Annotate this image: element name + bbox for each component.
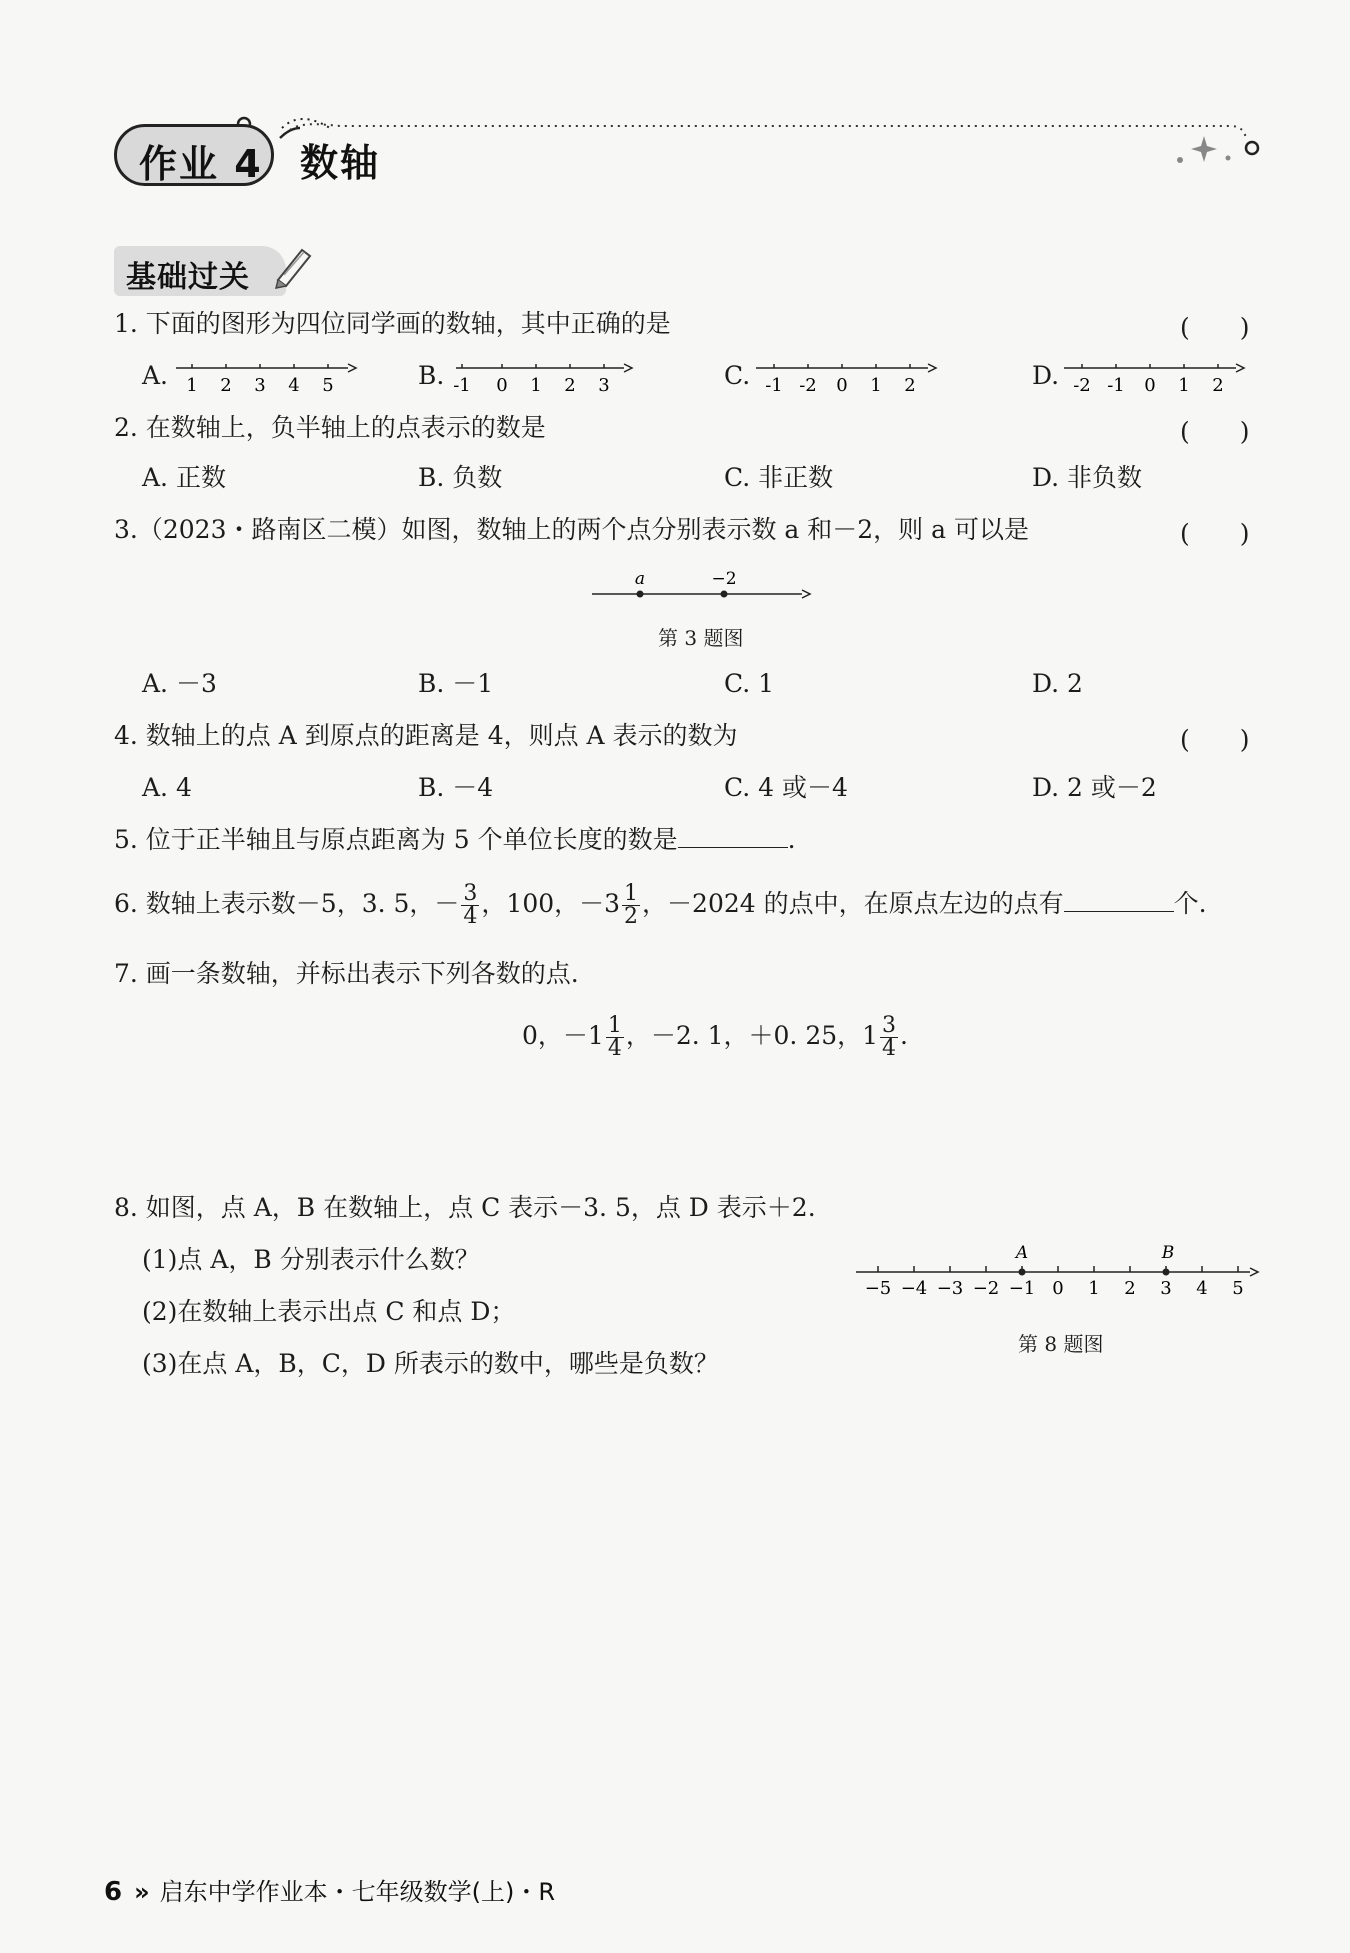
fraction-denominator: 4	[882, 1036, 897, 1061]
tick-label: 2	[1124, 1278, 1136, 1299]
answer-blank[interactable]	[678, 825, 788, 848]
point-minus2-marker	[721, 591, 728, 598]
fraction-1-4	[606, 1015, 624, 1060]
q8-number-line-figure	[852, 1238, 1264, 1300]
tick-label: -2	[1073, 375, 1091, 396]
q1-option-c-number-line	[752, 356, 942, 396]
answer-paren: ( )	[1180, 519, 1250, 548]
section-tag-label: 基础过关	[126, 260, 250, 295]
q2-option-c: C. 非正数	[724, 463, 834, 492]
dot-icon	[1177, 157, 1183, 163]
q1-option-d-label: D.	[1032, 361, 1060, 390]
answer-blank[interactable]	[1064, 889, 1174, 912]
fraction-1-2	[622, 883, 640, 928]
tick-label: 1	[870, 375, 882, 396]
tick-label: 0	[836, 375, 848, 396]
tick-label: 2	[1212, 375, 1224, 396]
q3-option-d: D. 2	[1032, 669, 1083, 698]
page-number: 6	[104, 1877, 123, 1907]
tick-label: -1	[453, 375, 471, 396]
book-title: 启东中学作业本・七年级数学(上)・R	[159, 1878, 556, 1906]
page-title: 数轴	[300, 141, 381, 185]
q6-text-2: ，100，－3	[481, 889, 621, 918]
q3-option-a: A. －3	[142, 669, 217, 698]
question-8-stem: 8. 如图，点 A，B 在数轴上，点 C 表示－3. 5，点 D 表示＋2.	[114, 1193, 816, 1222]
fraction-3-4	[880, 1015, 898, 1060]
tick-label: -2	[799, 375, 817, 396]
q3-option-c: C. 1	[724, 669, 775, 698]
question-5-stem: 5. 位于正半轴且与原点距离为 5 个单位长度的数是	[114, 825, 678, 854]
q7-text-2: ，－2. 1，＋0. 25，1	[625, 1021, 879, 1050]
tick-label: −4	[900, 1278, 928, 1299]
chevron-icon: »	[134, 1878, 150, 1906]
q4-option-b: B. －4	[418, 773, 494, 802]
point-minus2-label: −2	[711, 569, 737, 589]
q7-text-1: 0，－1	[522, 1021, 604, 1050]
answer-paren: ( )	[1180, 725, 1250, 754]
tick-label: 1	[1178, 375, 1190, 396]
q1-option-a-label: A.	[142, 361, 169, 390]
tick-label: 2	[904, 375, 916, 396]
question-8-sub-1: (1)点 A，B 分别表示什么数？	[142, 1245, 480, 1274]
point-b-marker	[1163, 1269, 1170, 1276]
question-7-stem: 7. 画一条数轴，并标出表示下列各数的点.	[114, 959, 579, 988]
q1-option-b-label: B.	[418, 361, 445, 390]
q1-option-c-label: C.	[724, 361, 751, 390]
question-8-sub-2: (2)在数轴上表示出点 C 和点 D；	[142, 1297, 516, 1326]
ring-icon	[1246, 142, 1258, 154]
tick-label: −3	[936, 1278, 964, 1299]
tick-label: −2	[972, 1278, 1000, 1299]
question-1-stem: 1. 下面的图形为四位同学画的数轴，其中正确的是	[114, 309, 671, 338]
figure-3-caption: 第 3 题图	[658, 626, 744, 650]
tick-label: -1	[765, 375, 783, 396]
question-4-stem: 4. 数轴上的点 A 到原点的距离是 4，则点 A 表示的数为	[114, 721, 738, 750]
tick-label: -1	[1107, 375, 1125, 396]
homework-badge	[114, 124, 274, 186]
fraction-denominator: 2	[624, 904, 639, 929]
q7-end: .	[900, 1021, 908, 1050]
tick-label: −1	[1008, 1278, 1036, 1299]
pencil-icon	[270, 240, 320, 290]
tick-label: 4	[1196, 1278, 1208, 1299]
point-b-label: B	[1161, 1243, 1175, 1263]
dot-icon	[1226, 156, 1231, 161]
question-3-stem: 3.（2023・路南区二模）如图，数轴上的两个点分别表示数 a 和－2，则 a 可以是	[114, 515, 1029, 544]
tick-label: 0	[1052, 1278, 1064, 1299]
section-tag	[114, 246, 286, 296]
tick-label: 2	[220, 375, 232, 396]
fraction-numerator: 1	[624, 881, 639, 906]
fraction-numerator: 3	[463, 881, 478, 906]
tick-label: 5	[1232, 1278, 1244, 1299]
point-a-marker	[1019, 1269, 1026, 1276]
tick-label: −5	[864, 1278, 892, 1299]
point-a-label: a	[634, 569, 646, 589]
tick-label: 1	[530, 375, 542, 396]
q1-option-d-number-line	[1060, 356, 1250, 396]
tick-label: 3	[254, 375, 266, 396]
fraction-denominator: 4	[607, 1036, 622, 1061]
q6-text-3: ，－2024 的点中，在原点左边的点有	[642, 889, 1064, 918]
q2-option-a: A. 正数	[142, 463, 226, 492]
question-6	[114, 880, 1207, 928]
tick-label: 1	[186, 375, 198, 396]
page-footer	[104, 1872, 555, 1907]
question-7-numbers	[522, 1012, 908, 1060]
tick-label: 0	[1144, 375, 1156, 396]
fraction-numerator: 1	[607, 1013, 622, 1038]
point-a-marker	[637, 591, 644, 598]
answer-paren: ( )	[1180, 417, 1250, 446]
q4-option-c: C. 4 或－4	[724, 773, 848, 802]
answer-paren: ( )	[1180, 313, 1250, 342]
q2-option-b: B. 负数	[418, 463, 503, 492]
tick-label: 4	[288, 375, 300, 396]
q6-end: 个.	[1173, 889, 1207, 918]
tick-label: 5	[322, 375, 334, 396]
tick-label: 0	[496, 375, 508, 396]
tick-label: 1	[1088, 1278, 1100, 1299]
question-8-sub-3: (3)在点 A，B，C，D 所表示的数中，哪些是负数？	[142, 1349, 719, 1378]
fraction-denominator: 4	[463, 904, 478, 929]
q4-option-d: D. 2 或－2	[1032, 773, 1157, 802]
tick-label: 3	[598, 375, 610, 396]
q1-option-a-number-line	[170, 356, 360, 396]
fraction-numerator: 3	[882, 1013, 897, 1038]
tick-label: 3	[1160, 1278, 1172, 1299]
tick-label: 2	[564, 375, 576, 396]
point-a-label: A	[1015, 1243, 1029, 1263]
homework-badge-label: 作业 4	[139, 142, 263, 186]
q6-text-1: 6. 数轴上表示数－5，3. 5，－	[114, 889, 460, 918]
q3-number-line-figure	[588, 568, 818, 608]
question-2-stem: 2. 在数轴上，负半轴上的点表示的数是	[114, 413, 546, 442]
q1-option-b-number-line	[446, 356, 636, 396]
q3-option-b: B. －1	[418, 669, 494, 698]
fraction-3-4	[461, 883, 479, 928]
q4-option-a: A. 4	[142, 773, 192, 802]
sparkle-icon	[1191, 136, 1217, 162]
figure-8-caption: 第 8 题图	[1018, 1332, 1104, 1356]
q2-option-d: D. 非负数	[1032, 463, 1143, 492]
question-5-end: .	[787, 825, 796, 854]
question-5	[114, 824, 796, 856]
